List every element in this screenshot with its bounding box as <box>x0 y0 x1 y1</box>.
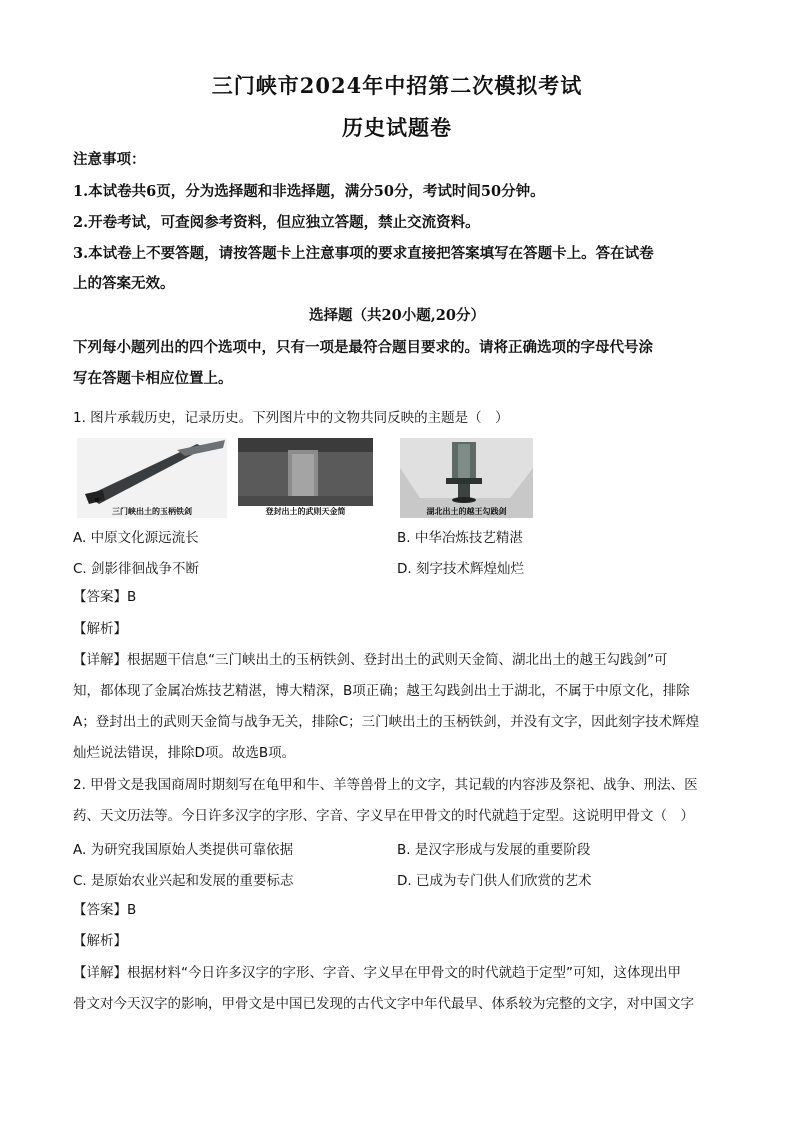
q1-detail-line-4: 灿烂说法错误，排除D项。故选B项。 <box>73 745 296 761</box>
q2-stem-line-1: 2. 甲骨文是我国商周时期刻写在龟甲和牛、羊等兽骨上的文字，其记载的内容涉及祭祀、战争、刑法、医 <box>73 777 698 793</box>
gold-slip-caption: 登封出土的武则天金简 <box>238 506 373 518</box>
q2-option-b: B. 是汉字形成与发展的重要阶段 <box>397 842 591 858</box>
exam-title: 三门峡市2024年中招第二次模拟考试 <box>211 73 583 98</box>
iron-sword-photo <box>77 438 227 518</box>
notice-item-2: 2.开卷考试，可查阅参考资料，但应独立答题，禁止交流资料。 <box>73 214 480 231</box>
q1-answer: 【答案】B <box>73 589 137 605</box>
q2-detail-line-2: 骨文对今天汉字的影响，甲骨文是中国已发现的古代文字中年代最早、体系较为完整的文字，对中国文字 <box>73 996 694 1012</box>
q1-detail-line-2: 知，都体现了金属冶炼技艺精湛，博大精深，B项正确；越王勾践剑出土于湖北，不属于中原文化，排除 <box>73 683 690 699</box>
notice-heading: 注意事项： <box>73 151 146 168</box>
q1-option-c: C. 剑影徘徊战争不断 <box>73 561 200 577</box>
section-instruction-line-2: 写在答题卡相应位置上。 <box>73 370 233 387</box>
q1-option-a: A. 中原文化源远流长 <box>73 530 199 546</box>
q2-analysis-label: 【解析】 <box>73 933 127 949</box>
q2-answer: 【答案】B <box>73 902 137 918</box>
q2-detail-line-1: 【详解】根据材料“今日许多汉字的字形、字音、字义早在甲骨文的时代就趋于定型”可知，这体现出甲 <box>73 965 681 981</box>
q1-detail-line-1: 【详解】根据题干信息“三门峡出土的玉柄铁剑、登封出土的武则天金简、湖北出土的越王勾践剑”可 <box>73 652 668 668</box>
q1-detail-line-3: A；登封出土的武则天金简与战争无关，排除C；三门峡出土的玉柄铁剑，并没有文字，因此刻字技术辉煌 <box>73 714 700 730</box>
q1-analysis-label: 【解析】 <box>73 621 127 637</box>
q1-option-b: B. 中华冶炼技艺精湛 <box>397 530 523 546</box>
q2-option-c: C. 是原始农业兴起和发展的重要标志 <box>73 873 294 889</box>
gold-slip-photo <box>238 438 373 518</box>
iron-sword-caption: 三门峡出土的玉柄铁剑 <box>112 507 192 516</box>
q2-stem-line-2: 药、天文历法等。今日许多汉字的字形、字音、字义早在甲骨文的时代就趋于定型。这说明甲骨文（ ） <box>73 808 694 824</box>
notice-item-3-line-2: 上的答案无效。 <box>73 275 175 292</box>
section-heading: 选择题（共20小题,20分） <box>309 307 485 324</box>
notice-item-1: 1.本试卷共6页，分为选择题和非选择题，满分50分，考试时间50分钟。 <box>73 183 545 200</box>
section-instruction-line-1: 下列每小题列出的四个选项中，只有一项是最符合题目要求的。请将正确选项的字母代号涂 <box>73 339 653 356</box>
q1-option-d: D. 刻字技术辉煌灿烂 <box>397 561 524 577</box>
q2-option-a: A. 为研究我国原始人类提供可靠依据 <box>73 842 294 858</box>
q1-stem: 1. 图片承载历史，记录历史。下列图片中的文物共同反映的主题是（ ） <box>73 410 509 426</box>
bronze-sword-photo <box>400 438 533 518</box>
notice-item-3-line-1: 3.本试卷上不要答题，请按答题卡上注意事项的要求直接把答案填写在答题卡上。答在试卷 <box>73 245 654 262</box>
exam-subtitle: 历史试题卷 <box>342 115 452 140</box>
q2-option-d: D. 已成为专门供人们欣赏的艺术 <box>397 873 592 889</box>
bronze-sword-caption: 湖北出土的越王勾践剑 <box>426 507 507 516</box>
